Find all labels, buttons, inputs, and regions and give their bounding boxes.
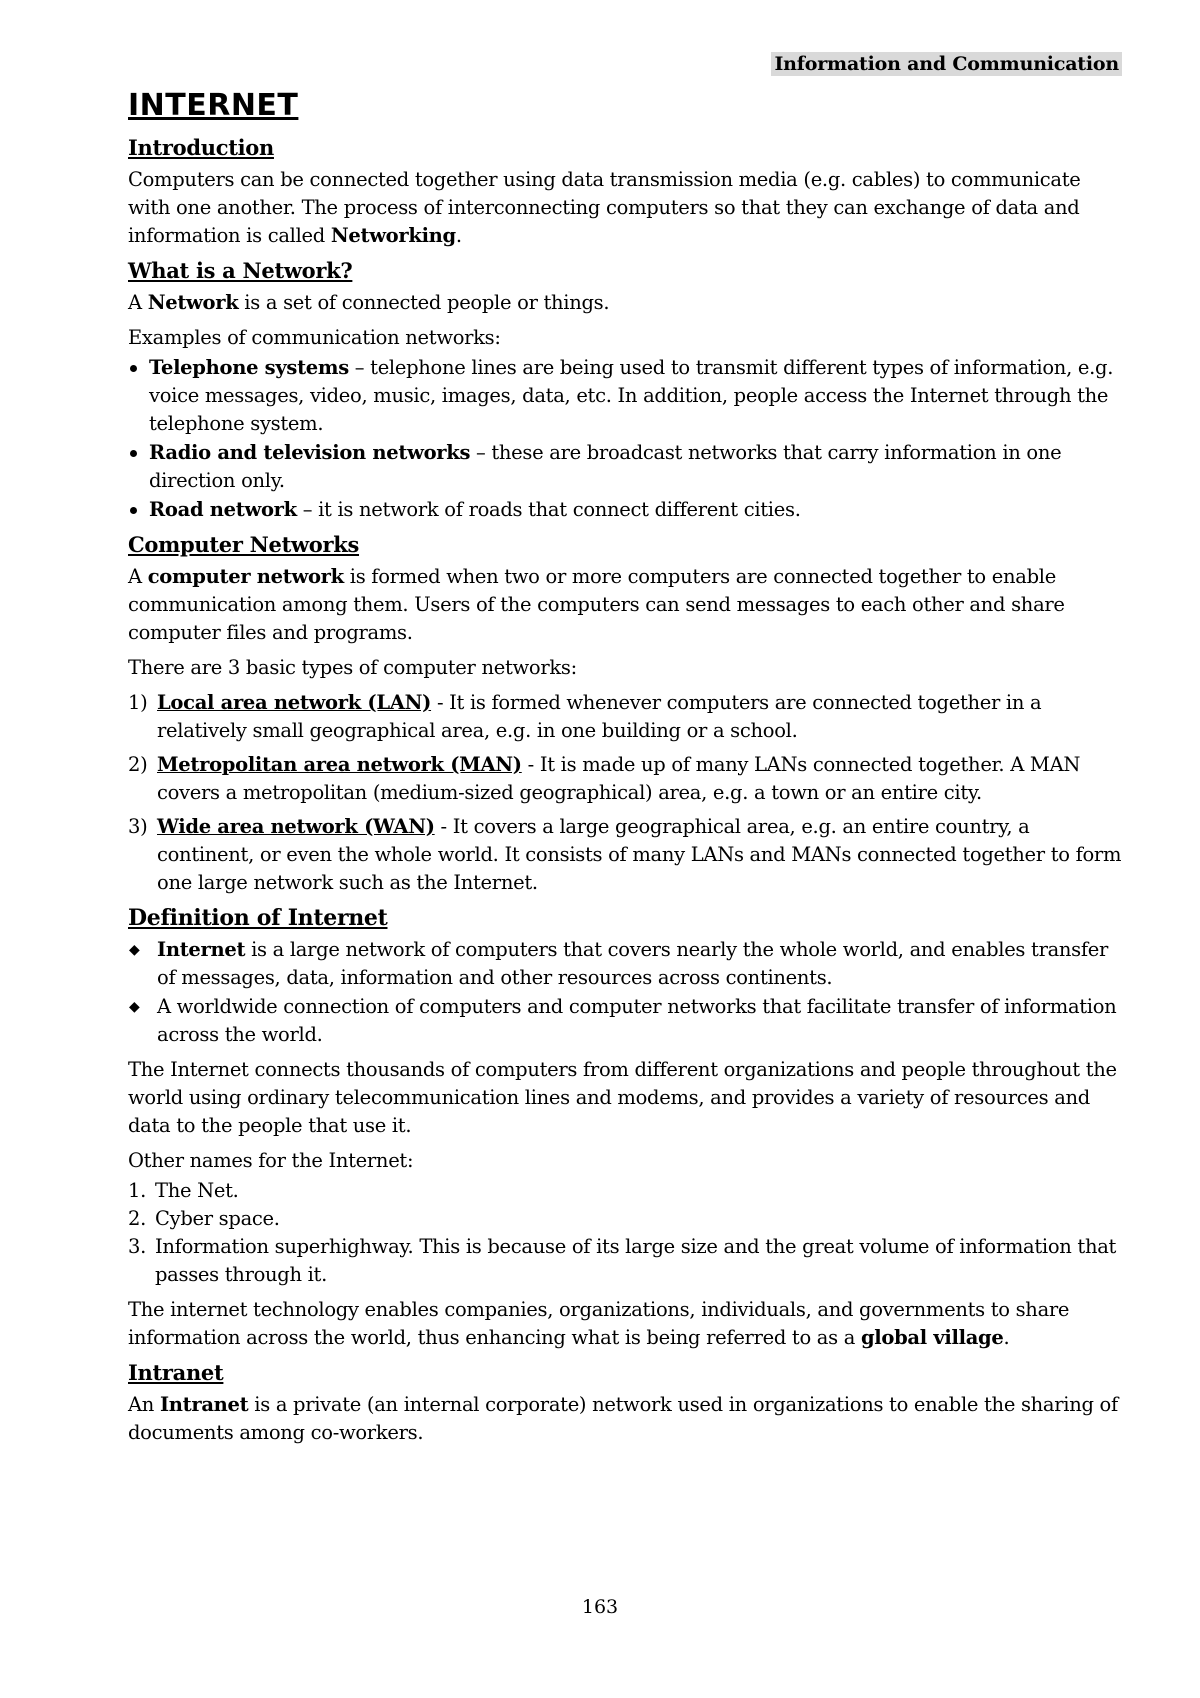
intranet-heading: Intranet xyxy=(128,1360,224,1385)
running-header: Information and Communication xyxy=(771,52,1122,76)
list-item: 2) Metropolitan area network (MAN) - It is made up of many LANs connected together. A MAN covers a metropolitan (medium-sized geographical) area, e.g. a town or an entire city. xyxy=(128,753,1081,804)
network-definition: A Network is a set of connected people or things. xyxy=(128,291,610,314)
computer-networks-heading: Computer Networks xyxy=(128,532,360,557)
list-item: ◆ Internet is a large network of computers that covers nearly the whole world, and enables transfer of messages, data, information and other resources across continents. xyxy=(129,938,1109,989)
list-item: ◆ A worldwide connection of computers and computer networks that facilitate transfer of information across the world. xyxy=(129,995,1117,1046)
introduction-paragraph: Computers can be connected together using data transmission media (e.g. cables) to communicate with one another. The process of interconnecting computers so that they can exchange of data and information is called Networking. xyxy=(128,168,1081,247)
global-village-paragraph: The internet technology enables companies, organizations, individuals, and governments to share information across the world, thus enhancing what is being referred to as a global village. xyxy=(128,1298,1070,1349)
intranet-paragraph: An Intranet is a private (an internal corporate) network used in organizations to enable the sharing of documents among co-workers. xyxy=(128,1393,1118,1444)
list-item: 1. The Net. xyxy=(128,1179,239,1202)
introduction-heading: Introduction xyxy=(128,135,274,160)
list-item: Telephone systems – telephone lines are being used to transmit different types of information, e.g. voice messages, video, music, images, data, etc. In addition, people access the Internet through the telephone system. xyxy=(128,354,1128,438)
list-item: Radio and television networks – these are broadcast networks that carry information in one direction only. xyxy=(128,439,1128,495)
diamond-bullet-icon: ◆ xyxy=(129,999,140,1015)
page-title: INTERNET xyxy=(128,88,299,123)
other-names-intro: Other names for the Internet: xyxy=(128,1149,414,1172)
page-number: 163 xyxy=(581,1596,619,1618)
page-content xyxy=(128,86,1128,1454)
definition-list xyxy=(128,936,1128,1049)
computer-networks-paragraph: A computer network is formed when two or more computers are connected together to enable communication among them. Users of the computers can send messages to each other and share computer files and programs. xyxy=(128,565,1065,644)
other-names-list xyxy=(128,1177,1128,1289)
network-types-list xyxy=(128,689,1128,897)
diamond-bullet-icon: ◆ xyxy=(129,942,140,958)
types-intro: There are 3 basic types of computer networks: xyxy=(128,656,577,679)
list-item: 3) Wide area network (WAN) - It covers a large geographical area, e.g. an entire country, a continent, or even the whole world. It consists of many LANs and MANs connected together to form one large network such as the Internet. xyxy=(128,815,1122,894)
internet-paragraph: The Internet connects thousands of computers from different organizations and people throughout the world using ordinary telecommunication lines and modems, and provides a variety of resources and data to the people that use it. xyxy=(128,1058,1117,1137)
network-heading: What is a Network? xyxy=(128,258,353,283)
list-item: Road network – it is network of roads that connect different cities. xyxy=(128,496,1128,524)
list-item: 3. Information superhighway. This is because of its large size and the great volume of information that passes through it. xyxy=(128,1235,1117,1286)
examples-list xyxy=(128,354,1128,524)
list-item: 2. Cyber space. xyxy=(128,1207,280,1230)
definition-heading: Definition of Internet xyxy=(128,905,388,931)
examples-intro: Examples of communication networks: xyxy=(128,326,501,349)
list-item: 1) Local area network (LAN) - It is formed whenever computers are connected together in a relatively small geographical area, e.g. in one building or a school. xyxy=(128,691,1042,742)
